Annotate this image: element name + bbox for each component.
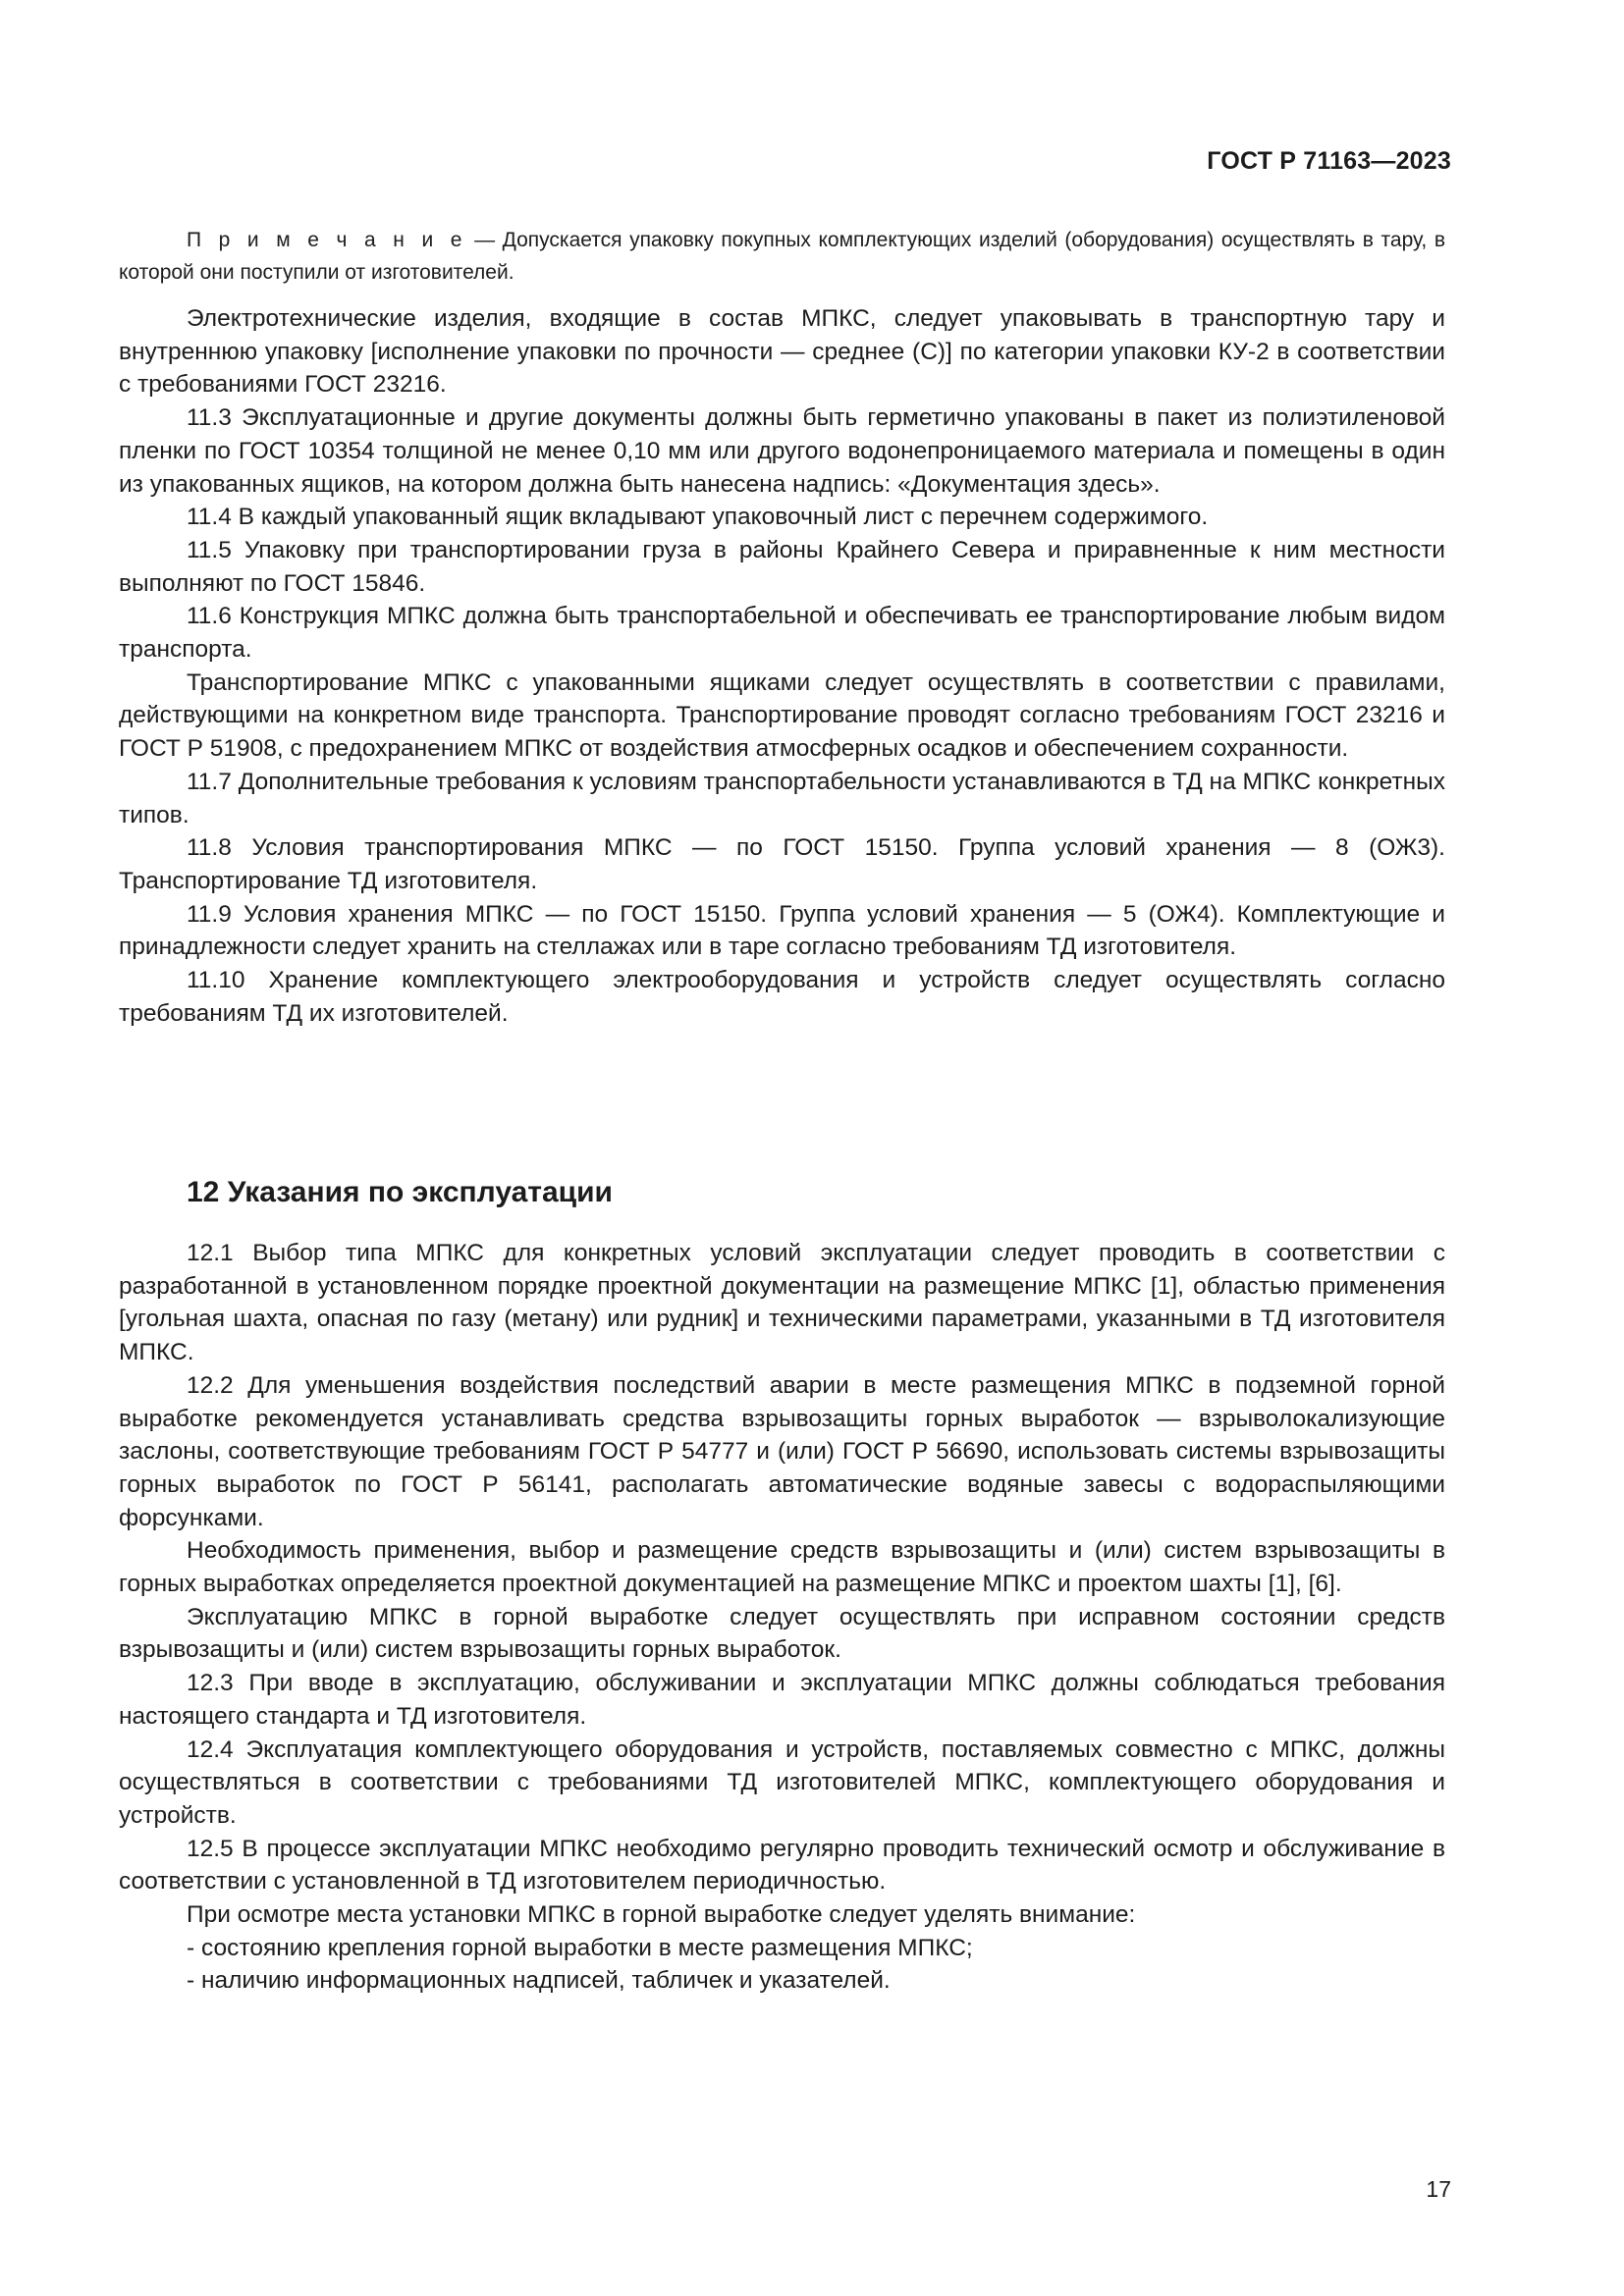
- page-number: 17: [1426, 2176, 1451, 2202]
- document-number-header: ГОСТ Р 71163—2023: [1207, 147, 1451, 175]
- paragraph-electrotechnical-packing: Электротехнические изделия, входящие в состав МПКС, следует упаковывать в транспортную тару и внутреннюю упаковку [исполнение упаковки по прочности — среднее (С)] по категории упаковки КУ-2 в соответствии с требованиями ГОСТ 23216.: [119, 305, 1445, 399]
- paragraph-11-5: 11.5 Упаковку при транспортировании груза в районы Крайнего Севера и приравненные к ним местности выполняют по ГОСТ 15846.: [119, 536, 1445, 597]
- paragraph-11-10: 11.10 Хранение комплектующего электрооборудования и устройств следует осуществлять согласно требованиям ТД их изготовителей.: [119, 967, 1445, 1027]
- section-12-title: 12 Указания по эксплуатации: [187, 1176, 614, 1208]
- paragraph-12-3: 12.3 При вводе в эксплуатацию, обслуживании и эксплуатации МПКС должны соблюдаться требования настоящего стандарта и ТД изготовителя.: [119, 1670, 1445, 1730]
- note-label: П р и м е ч а н и е: [187, 229, 467, 251]
- section-11-body: [119, 302, 1445, 1030]
- paragraph-12-5: 12.5 В процессе эксплуатации МПКС необходимо регулярно проводить технический осмотр и обслуживание в соответствии с установленной в ТД изготовителем периодичностью.: [119, 1835, 1445, 1896]
- note-paragraph: [119, 224, 1445, 289]
- paragraph-12-2: 12.2 Для уменьшения воздействия последствий аварии в месте размещения МПКС в подземной горной выработке рекомендуется устанавливать средства взрывозащиты горных выработок — взрыволокализующие заслоны, соответствующие требованиям ГОСТ Р 54777 и (или) ГОСТ Р 56690, использовать системы взрывозащиты горных выработок по ГОСТ Р 56141, располагать автоматические водяные завесы с водораспыляющими форсунками.: [119, 1371, 1445, 1531]
- paragraph-11-7: 11.7 Дополнительные требования к условиям транспортабельности устанавливаются в ТД на МПКС конкретных типов.: [119, 768, 1445, 828]
- note-text: — Допускается упаковку покупных комплектующих изделий (оборудования) осуществлять в тару, в которой они поступили от изготовителей.: [119, 229, 1445, 284]
- list-item: - наличию информационных надписей, табличек и указателей.: [187, 1967, 891, 1995]
- paragraph-11-3: 11.3 Эксплуатационные и другие документы должны быть герметично упакованы в пакет из полиэтиленовой пленки по ГОСТ 10354 толщиной не менее 0,10 мм или другого водонепроницаемого материала и помещены в один из упакованных ящиков, на котором должна быть нанесена надпись: «Документация здесь».: [119, 404, 1445, 498]
- paragraph-12-4: 12.4 Эксплуатация комплектующего оборудования и устройств, поставляемых совместно с МПКС, должны осуществляться в соответствии с требованиями ТД изготовителей МПКС, комплектующего оборудования и устройств.: [119, 1735, 1445, 1829]
- paragraph-11-8: 11.8 Условия транспортирования МПКС — по ГОСТ 15150. Группа условий хранения — 8 (ОЖ3). Транспортирование ТД изготовителя.: [119, 834, 1445, 894]
- paragraph-inspection-intro: При осмотре места установки МПКС в горной выработке следует уделять внимание:: [187, 1901, 1136, 1929]
- paragraph-11-9: 11.9 Условия хранения МПКС — по ГОСТ 15150. Группа условий хранения — 5 (ОЖ4). Комплектующие и принадлежности следует хранить на стеллажах или в таре согласно требованиям ТД изготовителя.: [119, 900, 1445, 961]
- section-12-body: [119, 1237, 1445, 1998]
- paragraph-11-6: 11.6 Конструкция МПКС должна быть транспортабельной и обеспечивать ее транспортирование любым видом транспорта.: [119, 603, 1445, 664]
- paragraph-12-1: 12.1 Выбор типа МПКС для конкретных условий эксплуатации следует проводить в соответствии с разработанной в установленном порядке проектной документации на размещение МПКС [1], областью применения [угольная шахта, опасная по газу (метану) или рудник] и техническими параметрами, указанными в ТД изготовителя МПКС.: [119, 1240, 1445, 1366]
- paragraph-transportation: Транспортирование МПКС с упакованными ящиками следует осуществлять в соответствии с правилами, действующими на конкретном виде транспорта. Транспортирование проводят согласно требованиям ГОСТ 23216 и ГОСТ Р 51908, с предохранением МПКС от воздействия атмосферных осадков и обеспечением сохранности.: [119, 668, 1445, 763]
- list-item: - состоянию крепления горной выработки в месте размещения МПКС;: [187, 1934, 973, 1961]
- paragraph-11-4: 11.4 В каждый упакованный ящик вкладывают упаковочный лист с перечнем содержимого.: [187, 504, 1209, 531]
- paragraph-operation-condition: Эксплуатацию МПКС в горной выработке следует осуществлять при исправном состоянии средств взрывозащиты и (или) систем взрывозащиты горных выработок.: [119, 1603, 1445, 1664]
- paragraph-explosion-protection-necessity: Необходимость применения, выбор и размещение средств взрывозащиты и (или) систем взрывозащиты в горных выработках определяется проектной документацией на размещение МПКС и проектом шахты [1], [6].: [119, 1537, 1445, 1598]
